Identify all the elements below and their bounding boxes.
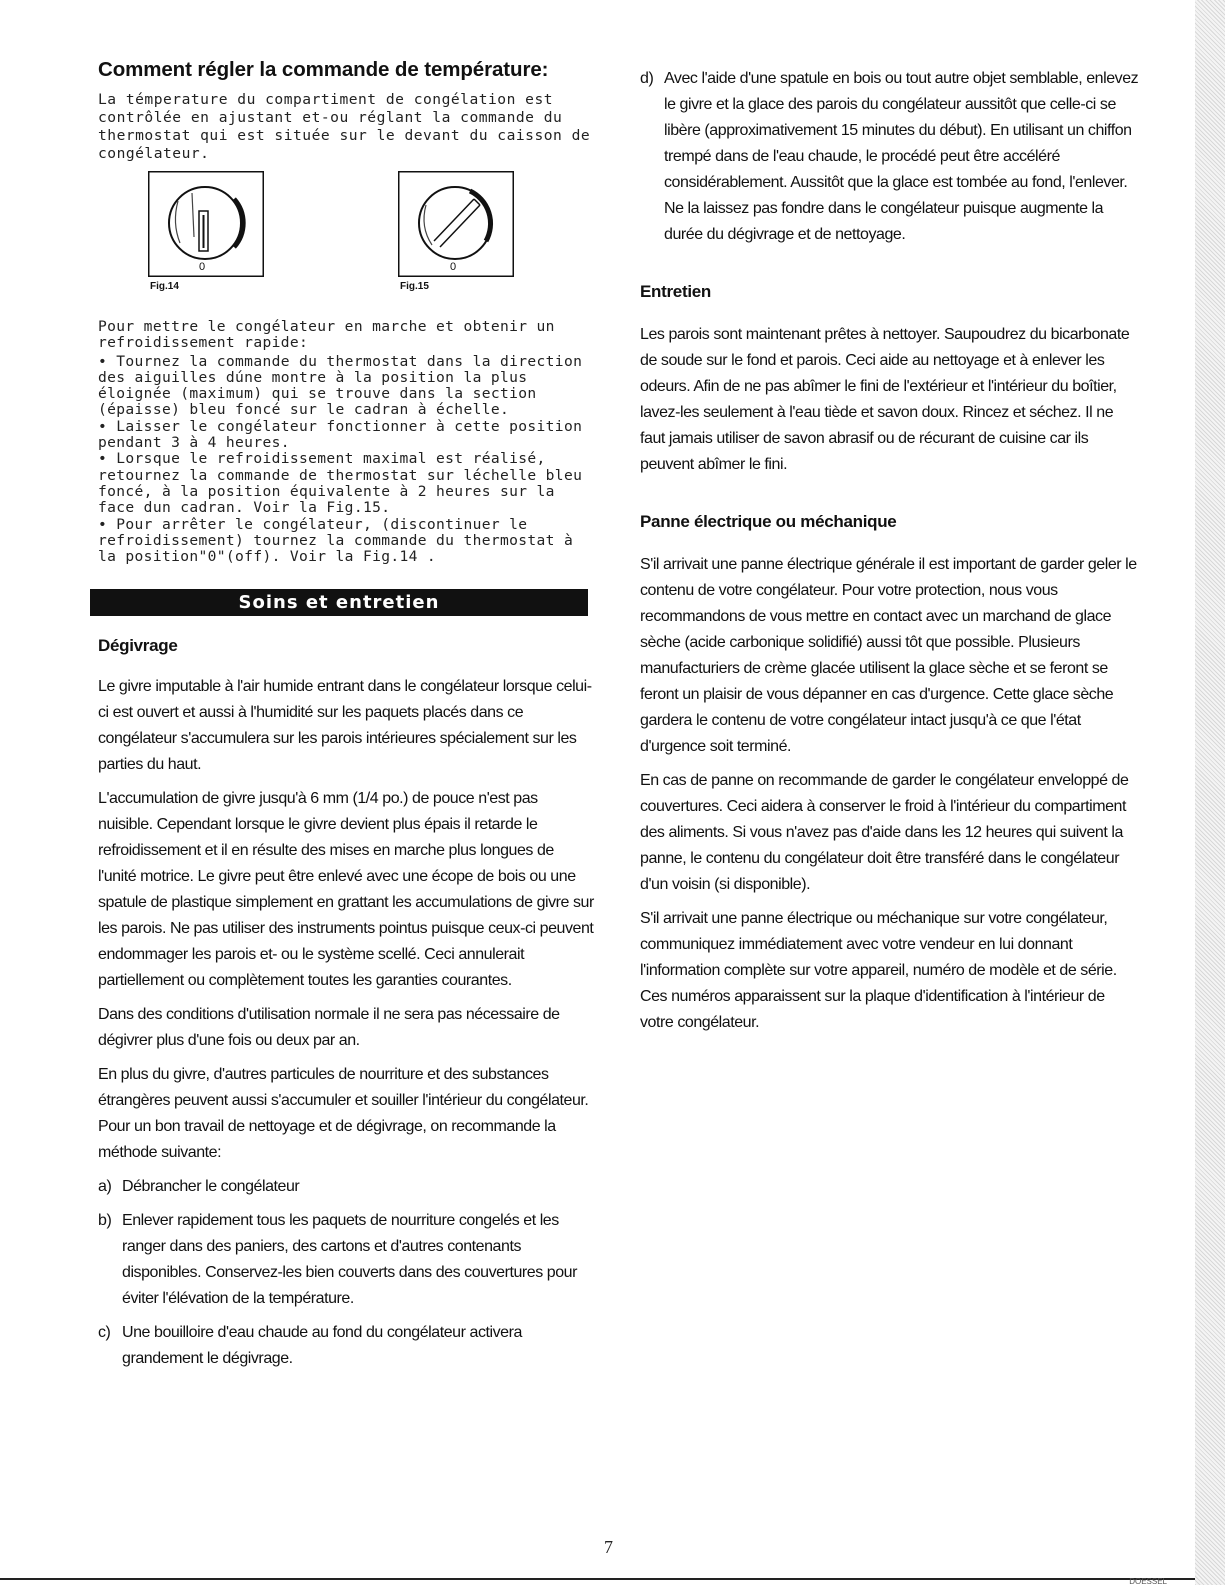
bottom-rule — [0, 1578, 1195, 1580]
degivrage-paragraph: L'accumulation de givre jusqu'à 6 mm (1/4 po.) de pouce n'est pas nuisible. Cependant lorsque le givre devient plus épais il retarde le refroidissement et il en résulte des mises en marche plus longues de l'unité motrice. Le givre peut être enlevé avec une écope de bois ou une spatule de plastique simplement en grattant les accumulations de givre sur les parois. Ne pas utiliser des instruments pointus puisque ceux-ci peuvent endommager les parois et- ou le système scellé. Ceci annulerait partiellement ou complètement toutes les garanties courantes. — [98, 790, 594, 990]
temperature-section-title: Comment régler la commande de température: — [98, 58, 549, 81]
bullet-item: • Lorsque le refroidissement maximal est réalisé, retournez la commande de thermostat sur léchelle bleu foncé, à la position équivalente à 2 heures sur la face dun cadran. Voir la Fig.15. — [98, 450, 583, 517]
temperature-intro: La témperature du compartiment de congélation est contrôlée en ajustant et-ou réglant la commande du thermostat qui est située sur le devant du caisson de congélateur. — [98, 91, 591, 162]
degivrage-paragraph: En plus du givre, d'autres particules de nourriture et des substances étrangères peuvent aussi s'accumuler et souiller l'intérieur du congélateur. Pour un bon travail de nettoyage et de dégivrage, on recommande la méthode suivante: — [98, 1066, 589, 1162]
step-d — [640, 66, 1140, 248]
corner-mark: DOESSEL — [1129, 1577, 1167, 1586]
step-letter: c) — [98, 1324, 111, 1342]
step-letter: d) — [640, 70, 654, 87]
panne-paragraph: S'il arrivait une panne électrique ou méchanique sur votre congélateur, communiquez immédiatement avec votre vendeur en lui donnant l'information complète sur votre appareil, numéro de modèle et de série. Ces numéros apparaissent sur la plaque d'identification à l'intérieur de votre congélateur. — [640, 910, 1117, 1031]
svg-text:0: 0 — [199, 261, 206, 273]
entretien-paragraph: Les parois sont maintenant prêtes à nettoyer. Saupoudrez du bicarbonate de soude sur le fond et parois. Ceci aide au nettoyage et à enlever les odeurs. Afin de ne pas abîmer le fini de l'extérieur et l'intérieur du boîtier, lavez-les seulement à l'eau tiède et savon doux. Rincez et séchez. Il ne faut jamais utiliser de savon abrasif ou de récurant de cuisine car ils peuvent abîmer le fini. — [640, 326, 1130, 473]
bullet-item: • Tournez la commande du thermostat dans la direction des aiguilles dúne montre à la position la plus éloignée (maximum) qui se trouve dans la section (épaisse) bleu foncé sur le cadran à échelle. — [98, 352, 583, 419]
panne-paragraph: S'il arrivait une panne électrique générale il est important de garder geler le contenu de votre congélateur. Pour votre protection, nous vous recommandons de vous mettre en contact avec un marchand de glace sèche (acide carbonique solidifié) aussi tôt que possible. Plusieurs manufacturiers de crème glacée utilisent la glace sèche et se feront se feront un plaisir de vous dépanner en cas d'urgence. Cette glace sèche gardera le contenu de votre congélateur intact jusqu'à ce que l'état d'urgence soit terminé. — [640, 556, 1137, 755]
step-c — [98, 1320, 596, 1372]
figure-15-caption: Fig.15 — [400, 281, 429, 292]
bullet-item: • Pour arrêter le congélateur, (discontinuer le refroidissement) tournez la commande du thermostat à la position"0"(off). Voir la Fig.14 . — [98, 515, 574, 566]
thermostat-figures — [98, 171, 596, 309]
degivrage-body — [98, 674, 596, 1166]
figure-14-caption: Fig.14 — [150, 281, 179, 292]
svg-text:0: 0 — [450, 261, 457, 273]
degivrage-paragraph: Le givre imputable à l'air humide entrant dans le congélateur lorsque celui-ci est ouvert et aussi à l'humidité sur les paquets placés dans ce congélateur s'accumulera sur les parois intérieures spécialement sur les parties du haut. — [98, 678, 592, 774]
step-letter: b) — [98, 1212, 112, 1230]
panne-heading: Panne électrique ou méchanique — [640, 512, 897, 531]
degivrage-heading: Dégivrage — [98, 636, 178, 656]
step-a — [98, 1174, 596, 1200]
care-banner: Soins et entretien — [90, 589, 588, 616]
entretien-heading: Entretien — [640, 282, 711, 301]
panne-paragraph: En cas de panne on recommande de garder le congélateur enveloppé de couvertures. Ceci aidera à conserver le froid à l'intérieur du compartiment des aliments. Si vous n'avez pas d'aide dans les 12 heures qui suivent la panne, le contenu du congélateur doit être transféré dans le congélateur d'un voisin (si disponible). — [640, 772, 1129, 893]
scan-edge-texture — [1195, 0, 1225, 1585]
step-text: Débrancher le congélateur — [122, 1178, 300, 1196]
page-number: 7 — [604, 1537, 613, 1557]
instructions-lead: Pour mettre le congélateur en marche et obtenir un refroidissement rapide: — [98, 318, 555, 352]
left-column — [98, 58, 596, 1372]
figure-15 — [398, 171, 514, 292]
step-text: Avec l'aide d'une spatule en bois ou tout autre objet semblable, enlevez le givre et la glace des parois du congélateur aussitôt que celle-ci se libère (approximativement 15 minutes du début). En utilisant un chiffon trempé dans de l'eau chaude, le procédé peut être accéléré considérablement. Aussitôt que la glace est tombée au fond, l'enlever. Ne la laissez pas fondre dans le congélateur puisque augmente la durée du dégivrage et de nettoyage. — [664, 70, 1139, 243]
figure-14 — [148, 171, 264, 292]
step-b — [98, 1208, 596, 1312]
step-text: Une bouilloire d'eau chaude au fond du congélateur activera grandement le dégivrage. — [122, 1324, 522, 1368]
bullet-item: • Laisser le congélateur fonctionner à cette position pendant 3 à 4 heures. — [98, 417, 583, 452]
degivrage-paragraph: Dans des conditions d'utilisation normale il ne sera pas nécessaire de dégivrer plus d'une fois ou deux par an. — [98, 1006, 560, 1050]
step-text: Enlever rapidement tous les paquets de nourriture congelés et les ranger dans des paniers, des cartons et d'autres contenants disponibles. Conservez-les bien couverts dans des couvertures pour éviter l'élévation de la température. — [122, 1212, 578, 1308]
panne-body — [640, 552, 1140, 1036]
step-letter: a) — [98, 1178, 112, 1196]
thermostat-dial-off-icon — [148, 171, 264, 277]
right-column — [640, 66, 1140, 1036]
thermostat-dial-max-icon — [398, 171, 514, 277]
thermostat-bullet-list — [98, 354, 596, 566]
